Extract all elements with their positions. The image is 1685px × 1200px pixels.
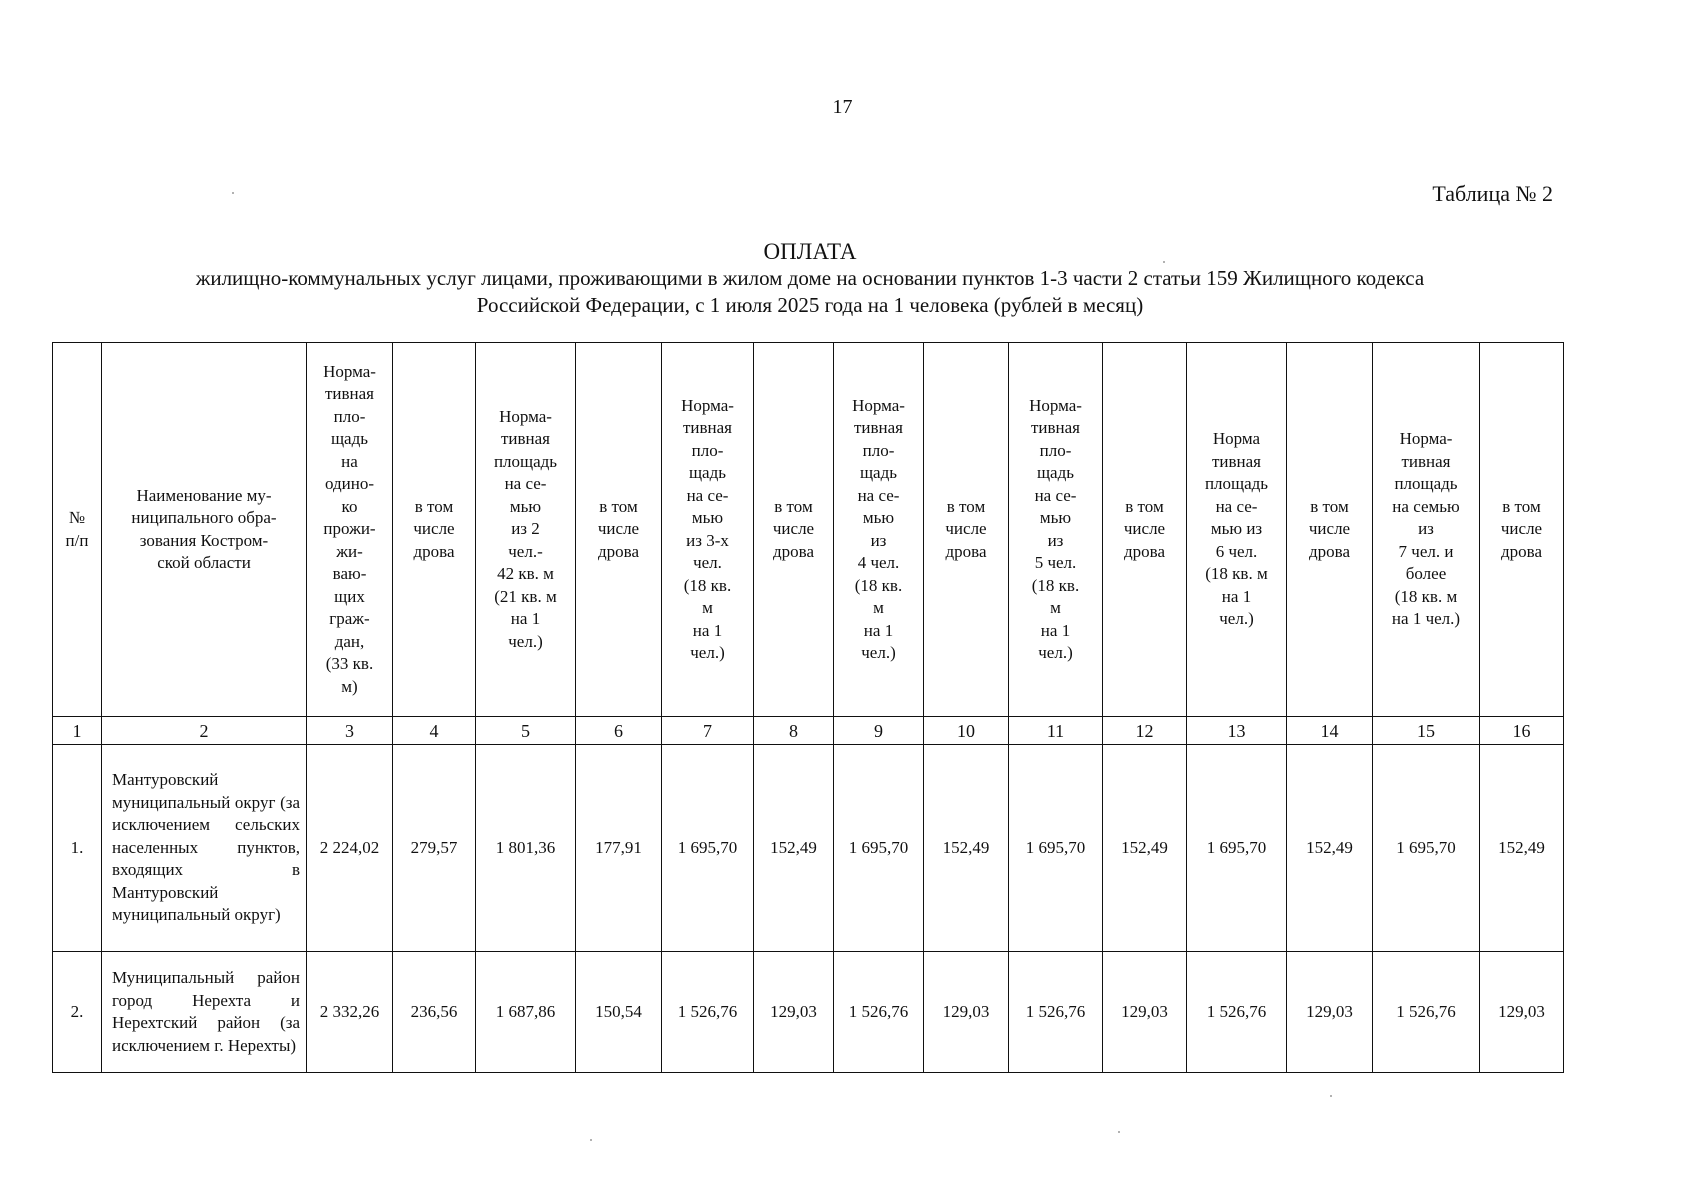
- payment-table: [52, 342, 1564, 1073]
- header-cell-firewood-col14: в том числе дрова: [1287, 343, 1373, 717]
- column-number: 13: [1187, 717, 1287, 745]
- table-row: [53, 745, 1564, 952]
- header-cell-municipality: Наименование му- ниципального обра- зования Костром- ской области: [102, 343, 307, 717]
- document-subtitle: [60, 265, 1560, 319]
- header-cell-number: № п/п: [53, 343, 102, 717]
- value-cell: 1 695,70: [834, 745, 924, 952]
- value-cell: 177,91: [576, 745, 662, 952]
- value-cell: 2 224,02: [307, 745, 393, 952]
- scan-speck: [232, 192, 234, 194]
- value-cell: 1 526,76: [1187, 952, 1287, 1073]
- municipality-name: Муниципальный район город Нерехта и Нерехтский район (за исключением г. Нерехты): [102, 952, 307, 1073]
- document-title: ОПЛАТА: [763, 239, 857, 264]
- column-number: 10: [924, 717, 1009, 745]
- value-cell: 1 687,86: [476, 952, 576, 1073]
- header-cell-firewood-col10: в том числе дрова: [924, 343, 1009, 717]
- table-label: Таблица № 2: [1432, 181, 1553, 206]
- header-cell-family2-area: Норма- тивная площадь на се- мью из 2 чел.- 42 кв. м (21 кв. м на 1 чел.): [476, 343, 576, 717]
- value-cell: 129,03: [754, 952, 834, 1073]
- value-cell: 129,03: [924, 952, 1009, 1073]
- column-number: 6: [576, 717, 662, 745]
- header-cell-family4-area: Норма- тивная пло- щадь на се- мью из 4 чел. (18 кв. м на 1 чел.): [834, 343, 924, 717]
- value-cell: 129,03: [1480, 952, 1564, 1073]
- value-cell: 1 695,70: [662, 745, 754, 952]
- value-cell: 150,54: [576, 952, 662, 1073]
- value-cell: 1 526,76: [1009, 952, 1103, 1073]
- column-number: 14: [1287, 717, 1373, 745]
- header-cell-firewood-col12: в том числе дрова: [1103, 343, 1187, 717]
- value-cell: 1 695,70: [1373, 745, 1480, 952]
- value-cell: 152,49: [754, 745, 834, 952]
- column-number: 3: [307, 717, 393, 745]
- column-number-row: [53, 717, 1564, 745]
- value-cell: 129,03: [1103, 952, 1187, 1073]
- value-cell: 1 695,70: [1187, 745, 1287, 952]
- value-cell: 129,03: [1287, 952, 1373, 1073]
- header-cell-family7-area: Норма- тивная площадь на семью из 7 чел. и более (18 кв. м на 1 чел.): [1373, 343, 1480, 717]
- row-number: 1.: [53, 745, 102, 952]
- value-cell: 236,56: [393, 952, 476, 1073]
- header-cell-family6-area: Норма тивная площадь на се- мью из 6 чел. (18 кв. м на 1 чел.): [1187, 343, 1287, 717]
- value-cell: 152,49: [1103, 745, 1187, 952]
- title-block: [60, 238, 1560, 319]
- header-cell-firewood-col6: в том числе дрова: [576, 343, 662, 717]
- scan-speck: [1330, 1095, 1332, 1097]
- header-cell-family3-area: Норма- тивная пло- щадь на се- мью из 3-х чел. (18 кв. м на 1 чел.): [662, 343, 754, 717]
- value-cell: 1 526,76: [834, 952, 924, 1073]
- header-cell-firewood-col4: в том числе дрова: [393, 343, 476, 717]
- scan-speck: [1163, 261, 1165, 263]
- header-cell-single-area: Норма- тивная пло- щадь на одино- ко прожи- жи- ваю- щих граж- дан, (33 кв. м): [307, 343, 393, 717]
- value-cell: 1 801,36: [476, 745, 576, 952]
- column-number: 9: [834, 717, 924, 745]
- column-number: 2: [102, 717, 307, 745]
- value-cell: 152,49: [1480, 745, 1564, 952]
- column-number: 16: [1480, 717, 1564, 745]
- column-number: 4: [393, 717, 476, 745]
- table-row: [53, 952, 1564, 1073]
- column-number: 8: [754, 717, 834, 745]
- header-cell-family5-area: Норма- тивная пло- щадь на се- мью из 5 чел. (18 кв. м на 1 чел.): [1009, 343, 1103, 717]
- value-cell: 152,49: [1287, 745, 1373, 952]
- scan-speck: [590, 1139, 592, 1141]
- column-number: 5: [476, 717, 576, 745]
- page-number: 17: [832, 96, 853, 118]
- header-cell-firewood-col8: в том числе дрова: [754, 343, 834, 717]
- column-number: 1: [53, 717, 102, 745]
- value-cell: 1 526,76: [662, 952, 754, 1073]
- header-cell-firewood-col16: в том числе дрова: [1480, 343, 1564, 717]
- subtitle-line-2: Российской Федерации, с 1 июля 2025 года на 1 человека (рублей в месяц): [476, 293, 1144, 317]
- value-cell: 152,49: [924, 745, 1009, 952]
- scan-speck: [1118, 1131, 1120, 1133]
- municipality-name: Мантуровский муниципальный округ (за исключением сельских населенных пунктов, входящих в Мантуровский муниципальный округ): [102, 745, 307, 952]
- subtitle-line-1: жилищно-коммунальных услуг лицами, проживающими в жилом доме на основании пунктов 1-3 части 2 статьи 159 Жилищного кодекса: [195, 266, 1425, 290]
- column-number: 15: [1373, 717, 1480, 745]
- column-number: 12: [1103, 717, 1187, 745]
- column-number: 11: [1009, 717, 1103, 745]
- column-number: 7: [662, 717, 754, 745]
- header-row: [53, 343, 1564, 717]
- value-cell: 1 695,70: [1009, 745, 1103, 952]
- value-cell: 1 526,76: [1373, 952, 1480, 1073]
- value-cell: 279,57: [393, 745, 476, 952]
- row-number: 2.: [53, 952, 102, 1073]
- value-cell: 2 332,26: [307, 952, 393, 1073]
